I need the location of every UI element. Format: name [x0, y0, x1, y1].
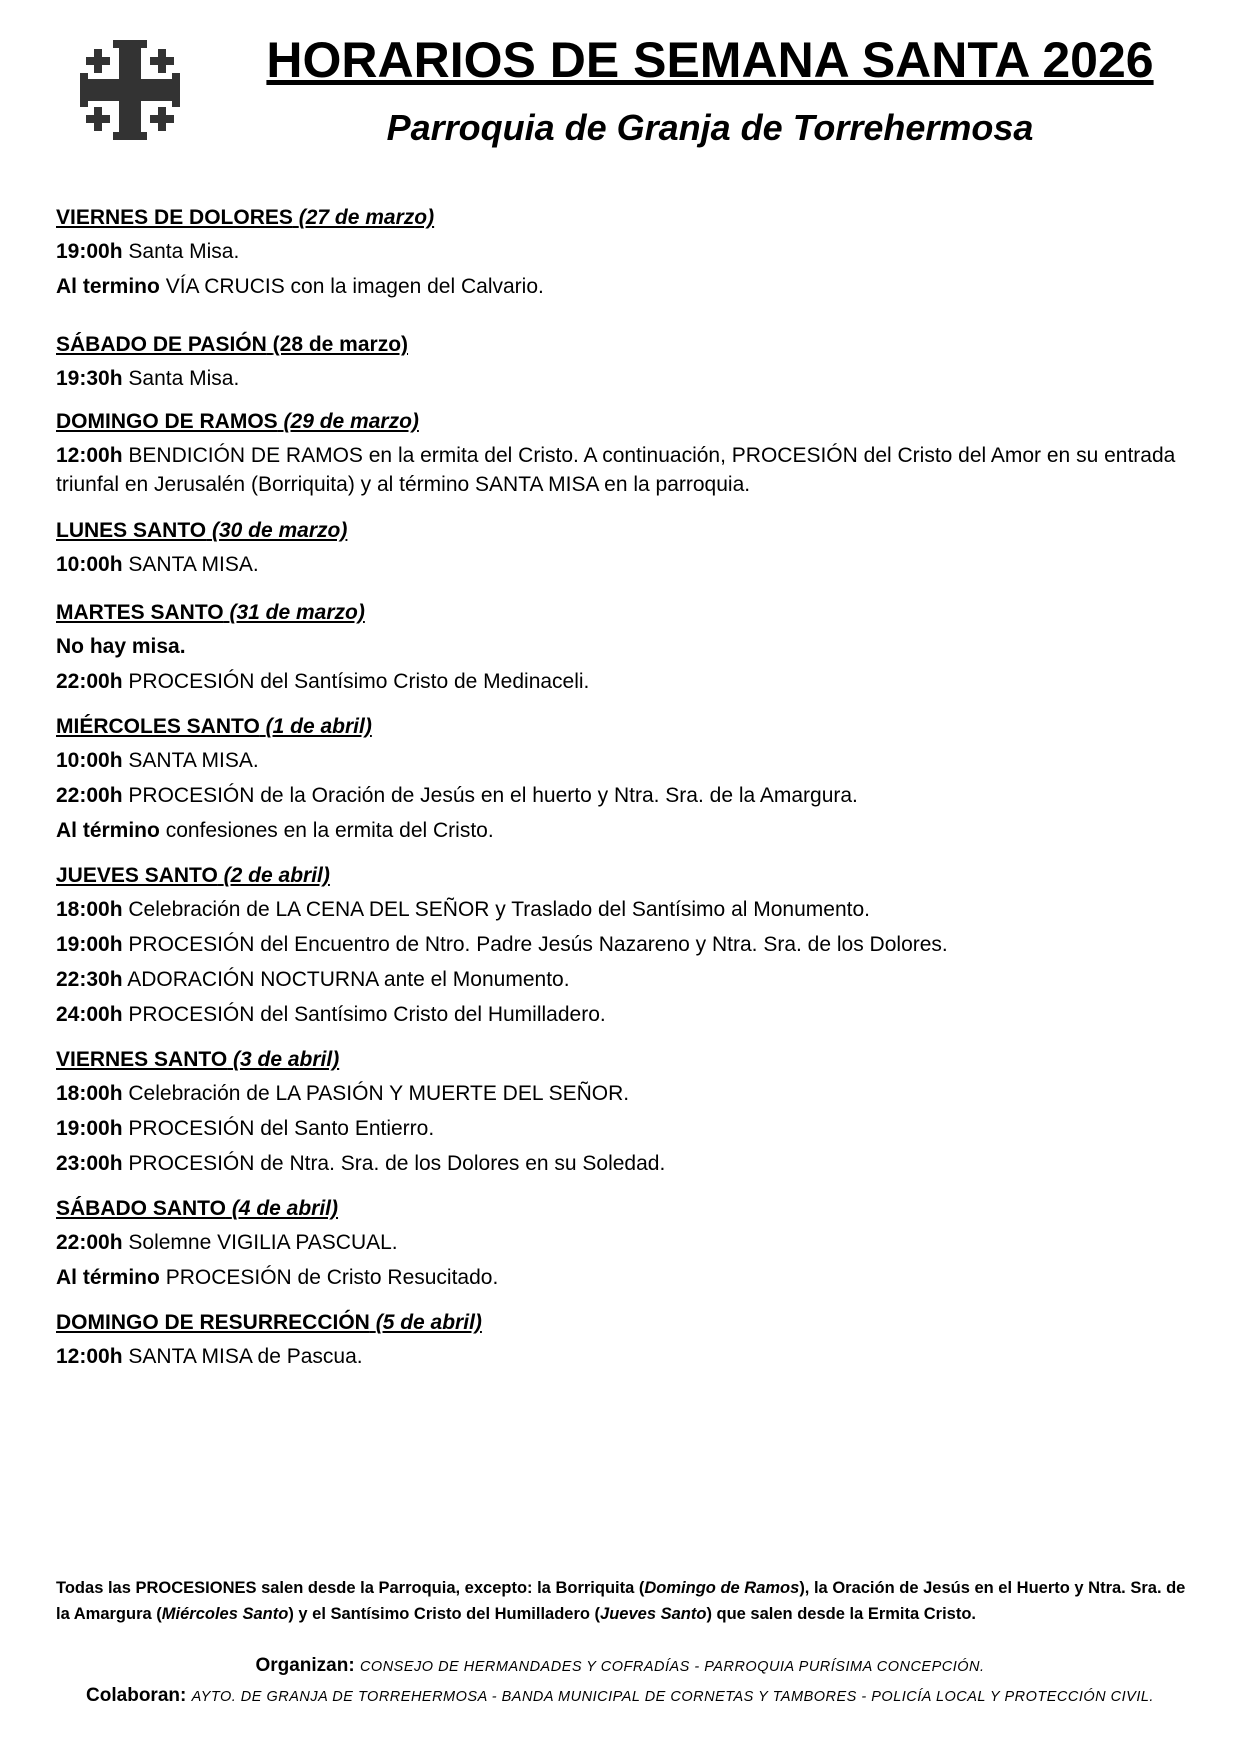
schedule-item [56, 632, 1186, 661]
day-date: (5 de abril) [375, 1311, 482, 1334]
item-time: 24:00h [56, 1003, 123, 1026]
item-time: 10:00h [56, 749, 123, 772]
day-date: (31 de marzo) [229, 601, 365, 624]
day-block [56, 407, 1186, 499]
schedule-item [56, 272, 1186, 301]
day-name: SÁBADO SANTO [56, 1197, 226, 1220]
schedule-list [56, 203, 1186, 1377]
note-text: ), la Oración de Jesús en el Huerto y Ntra. Sra. de la Amargura ( [56, 1579, 1186, 1623]
day-heading [56, 598, 1186, 627]
day-date: (4 de abril) [231, 1197, 339, 1220]
schedule-item [56, 1228, 1186, 1257]
day-heading [56, 330, 1186, 359]
day-name: LUNES SANTO [56, 519, 207, 542]
schedule-item [56, 895, 1186, 924]
note-text: ) y el Santísimo Cristo del Humilladero ( [288, 1605, 601, 1623]
day-name: DOMINGO DE RAMOS [56, 410, 278, 433]
day-block [56, 712, 1186, 845]
item-time: No hay misa. [56, 635, 186, 658]
item-text: SANTA MISA de Pascua. [128, 1345, 363, 1368]
page-subtitle: Parroquia de Granja de Torrehermosa [386, 107, 1034, 148]
item-text: SANTA MISA. [128, 749, 259, 772]
item-time: 18:00h [56, 1082, 123, 1105]
day-heading [56, 203, 1186, 232]
footer-collaborators [40, 1685, 1200, 1707]
schedule-item [56, 237, 1186, 266]
day-block [56, 516, 1186, 579]
day-block [56, 1045, 1186, 1178]
note-italic: Domingo de Ramos [644, 1579, 800, 1597]
item-text: PROCESIÓN de Ntra. Sra. de los Dolores en su Soledad. [128, 1152, 666, 1175]
item-time: Al termino [56, 275, 160, 298]
note-italic: Miércoles Santo [161, 1605, 289, 1623]
item-text: Santa Misa. [128, 367, 240, 390]
day-name: SÁBADO DE PASIÓN [56, 333, 267, 356]
day-block [56, 1308, 1186, 1371]
item-text: PROCESIÓN del Santísimo Cristo del Humilladero. [128, 1003, 606, 1026]
footer-organizers [40, 1655, 1200, 1677]
item-time: 22:30h [56, 968, 123, 991]
item-time: 18:00h [56, 898, 123, 921]
day-block [56, 598, 1186, 696]
item-text: Solemne VIGILIA PASCUAL. [128, 1231, 398, 1254]
item-text: SANTA MISA. [128, 553, 259, 576]
day-date: (3 de abril) [233, 1048, 340, 1071]
schedule-item [56, 1342, 1186, 1371]
day-heading [56, 1308, 1186, 1337]
day-name: DOMINGO DE RESURRECCIÓN [56, 1311, 370, 1334]
item-time: 19:00h [56, 933, 123, 956]
schedule-item [56, 930, 1186, 959]
procession-note [56, 1575, 1186, 1627]
item-text: PROCESIÓN del Santo Entierro. [128, 1117, 435, 1140]
day-date: (29 de marzo) [283, 410, 419, 433]
item-text: PROCESIÓN de Cristo Resucitado. [165, 1266, 499, 1289]
note-italic: Jueves Santo [600, 1605, 707, 1623]
item-text: ADORACIÓN NOCTURNA ante el Monumento. [127, 968, 570, 991]
item-time: 12:00h [56, 444, 123, 467]
schedule-item [56, 364, 1186, 393]
schedule-item [56, 1079, 1186, 1108]
day-name: VIERNES DE DOLORES [56, 206, 293, 229]
day-block [56, 203, 1186, 301]
item-time: Al término [56, 1266, 160, 1289]
organizan-text: CONSEJO DE HERMANDADES Y COFRADÍAS - PARROQUIA PURÍSIMA CONCEPCIÓN. [359, 1659, 985, 1675]
item-text: Santa Misa. [128, 240, 240, 263]
day-heading [56, 1194, 1186, 1223]
item-text: PROCESIÓN de la Oración de Jesús en el huerto y Ntra. Sra. de la Amargura. [128, 784, 858, 807]
item-time: 23:00h [56, 1152, 123, 1175]
note-text: Todas las PROCESIONES salen desde la Parroquia, excepto: la Borriquita ( [56, 1579, 645, 1597]
day-heading [56, 1045, 1186, 1074]
item-time: Al término [56, 819, 160, 842]
day-block [56, 330, 1186, 393]
day-name: JUEVES SANTO [56, 864, 218, 887]
day-heading [56, 407, 1186, 436]
schedule-item [56, 667, 1186, 696]
schedule-item [56, 1149, 1186, 1178]
schedule-item [56, 965, 1186, 994]
item-text: Celebración de LA PASIÓN Y MUERTE DEL SEÑOR. [128, 1082, 630, 1105]
schedule-item [56, 781, 1186, 810]
item-time: 22:00h [56, 670, 123, 693]
page-title: HORARIOS DE SEMANA SANTA 2026 [266, 32, 1154, 88]
day-name: VIERNES SANTO [56, 1048, 228, 1071]
schedule-item [56, 1263, 1186, 1292]
schedule-item [56, 1000, 1186, 1029]
jerusalem-cross-icon [80, 40, 180, 140]
day-date: (2 de abril) [223, 864, 330, 887]
day-date: (30 de marzo) [211, 519, 348, 542]
schedule-item [56, 1114, 1186, 1143]
item-text: Celebración de LA CENA DEL SEÑOR y Traslado del Santísimo al Monumento. [128, 898, 870, 921]
schedule-item [56, 441, 1186, 499]
item-text: BENDICIÓN DE RAMOS en la ermita del Cristo. A continuación, PROCESIÓN del Cristo del Amor en su entrada triunfal en Jerusalén (Borriquita) y al término SANTA MISA en la parroquia. [56, 444, 1176, 496]
item-time: 19:00h [56, 240, 123, 263]
note-text: ) que salen desde la Ermita Cristo. [706, 1605, 977, 1623]
day-date: (1 de abril) [265, 715, 372, 738]
item-text: PROCESIÓN del Encuentro de Ntro. Padre Jesús Nazareno y Ntra. Sra. de los Dolores. [128, 933, 948, 956]
schedule-item [56, 816, 1186, 845]
schedule-item [56, 550, 1186, 579]
day-block [56, 861, 1186, 1029]
day-date: (27 de marzo) [298, 206, 435, 229]
item-text: PROCESIÓN del Santísimo Cristo de Medinaceli. [128, 670, 590, 693]
colaboran-label: Colaboran: [86, 1685, 187, 1706]
day-name: MARTES SANTO [56, 601, 224, 624]
day-date: (28 de marzo) [272, 333, 409, 356]
day-name: MIÉRCOLES SANTO [56, 715, 260, 738]
organizan-label: Organizan: [255, 1655, 355, 1676]
day-heading [56, 861, 1186, 890]
day-heading [56, 516, 1186, 545]
item-time: 19:00h [56, 1117, 123, 1140]
item-text: VÍA CRUCIS con la imagen del Calvario. [165, 275, 544, 298]
colaboran-text: AYTO. DE GRANJA DE TORREHERMOSA - BANDA MUNICIPAL DE CORNETAS Y TAMBORES - POLICÍA LOCAL Y PROTECCIÓN CIVIL. [191, 1689, 1154, 1705]
day-block [56, 1194, 1186, 1292]
schedule-item [56, 746, 1186, 775]
item-text: confesiones en la ermita del Cristo. [165, 819, 494, 842]
item-time: 12:00h [56, 1345, 123, 1368]
day-heading [56, 712, 1186, 741]
item-time: 19:30h [56, 367, 123, 390]
item-time: 22:00h [56, 784, 123, 807]
item-time: 22:00h [56, 1231, 123, 1254]
item-time: 10:00h [56, 553, 123, 576]
